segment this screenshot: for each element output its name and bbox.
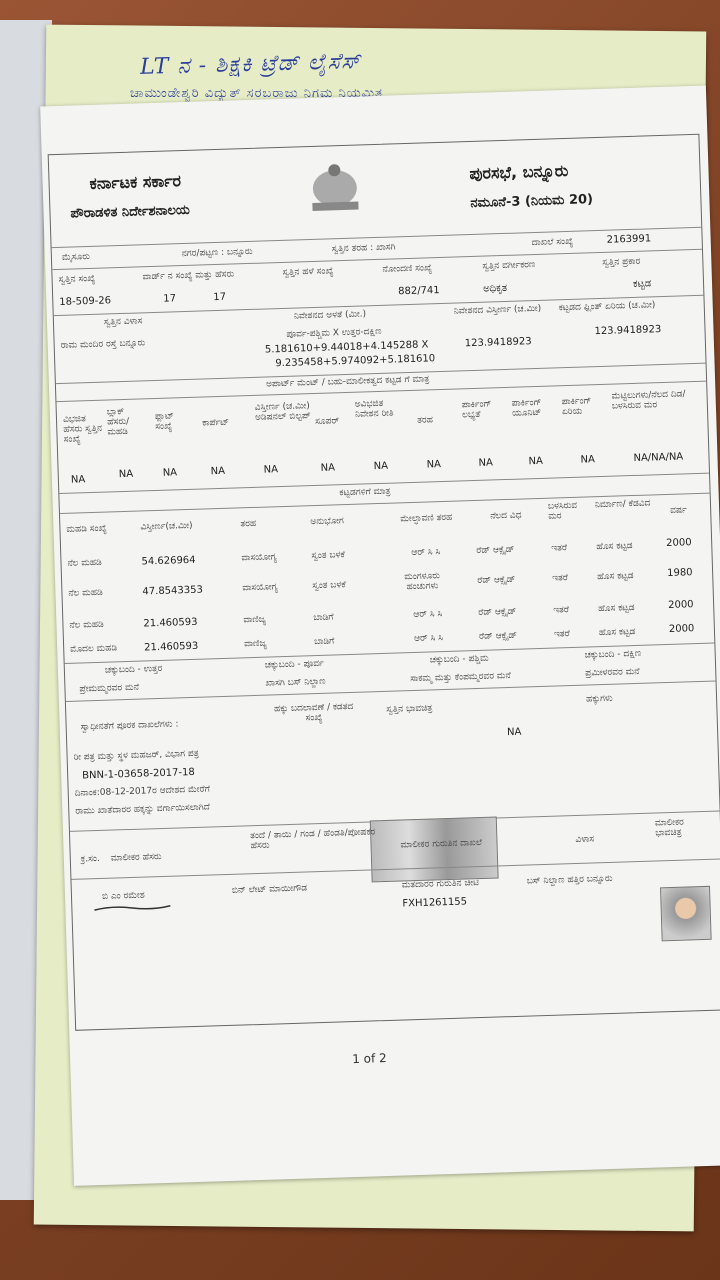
property-type: ಸ್ವತ್ತಿನ ತರಹ : ಖಾಸಗಿ xyxy=(331,242,396,255)
boundary-west-label: ಚಕ್ಕುಬಂದಿ - ಪಶ್ಚಿಮ xyxy=(429,653,489,666)
label-plinth: ಕಟ್ಟಡದ ಫ್ಲಿಂತ್ ಏರಿಯ (ಚ.ಮೀ) xyxy=(558,300,656,314)
municipality-name: ಪುರಸಭೆ, ಬನ್ನೂರು xyxy=(469,160,569,184)
apt-v2: NA xyxy=(162,467,178,479)
label-old-no: ಸ್ವತ್ತಿನ ಹಳೆ ಸಂಖ್ಯೆ xyxy=(282,266,334,278)
bld-area: 21.460593 xyxy=(143,616,198,630)
owner-h4: ವಿಳಾಸ xyxy=(575,834,595,846)
rights-change-label: ಹಕ್ಕು ಬದಲಾವಣೆ / ಕಡತದ ಸಂಖ್ಯೆ xyxy=(273,701,354,724)
owner-name: ಬಿ ಎಂ ರಮೇಶ xyxy=(101,890,145,902)
owner-address: ಬಸ್ ನಿಲ್ದಾಣ ಹತ್ತಿರ ಬನ್ನೂರು xyxy=(526,873,613,887)
rights-value: NA xyxy=(506,726,522,739)
classification: ಅಧಿಕೃತ xyxy=(482,282,508,295)
apt-v9: NA xyxy=(528,455,544,468)
bld-use: ಬಾಡಿಗೆ xyxy=(313,636,335,648)
bld-status: ಹೊಸ ಕಟ್ಟಡ xyxy=(597,571,634,583)
bld-type: ವಾಣಿಜ್ಯ xyxy=(243,614,267,626)
bld-wood: ಇತರೆ xyxy=(551,543,568,554)
form-frame xyxy=(48,134,720,1031)
bld-floor-type: ರೆಡ್ ಆಕ್ಸೈಡ್ xyxy=(476,544,515,556)
dims-head: ಪೂರ್ವ-ಪಶ್ಚಿಮ X ಉತ್ತರ-ದಕ್ಷಿಣ xyxy=(286,326,382,340)
label-kind: ಸ್ವತ್ತಿನ ಪ್ರಕಾರ xyxy=(602,256,641,268)
bld-use: ಬಾಡಿಗೆ xyxy=(313,612,334,624)
owner-father: ಬಿನ್ ಲೇಟ್ ಮಾಯೀಗೌಡ xyxy=(231,883,308,896)
dims-2: 9.235458+5.974092+5.181610 xyxy=(275,353,436,370)
underlying-text: ಚಾಮುಂಡೇಶ್ವರಿ ವಿದ್ಯುತ್ ಸರಬರಾಜು ನಿಗಮ ನಿಯಮಿತ xyxy=(130,86,383,101)
bld-roof: ಆರ್ ಸಿ ಸಿ xyxy=(411,547,441,559)
boundary-south-label: ಚಕ್ಕುಬಂದಿ - ದಕ್ಷಿಣ xyxy=(584,648,642,661)
bld-use: ಸ್ವಂತ ಬಳಕೆ xyxy=(312,580,346,592)
apt-h1: ಬ್ಲಾಕ್ ಹೆಸರು/ ಮಹಡಿ xyxy=(106,406,130,438)
bld-type: ವಾಸಯೋಗ್ಯ xyxy=(242,582,278,594)
apt-v1: NA xyxy=(118,468,134,481)
doc-line-1: ರೀ ಪತ್ರ ಮತ್ತು ಸ್ಥಳ ಮಹಜರ್, ವಿಭಾಗ ಪತ್ರ xyxy=(73,748,199,763)
bld-h1: ವಿಸ್ತೀರ್ಣ(ಚ.ಮೀ) xyxy=(140,520,193,533)
apt-h11: ಮೆಟ್ಟಿಲುಗಳು/ನೆಲದ ದಿಡ/ಬಳಸಿರುವ ಮರ xyxy=(611,389,686,412)
owner-h3: ಮಾಲೀಕರ ಗುರುತಿನ ದಾಖಲೆ xyxy=(400,837,483,851)
bld-status: ಹೊಸ ಕಟ್ಟಡ xyxy=(596,541,633,553)
bld-year: 2000 xyxy=(666,537,692,550)
apt-v8: NA xyxy=(478,457,494,469)
owner-h5: ಮಾಲೀಕರ ಭಾವಚಿತ್ರ xyxy=(654,817,685,839)
doc-line-4: ರಾಮು ಖಾತೆದಾರರ ಹಕ್ಕನ್ನು ವರ್ಗಾಯಿಸಲಾಗಿದೆ xyxy=(75,802,211,817)
owner-h2: ತಂದೆ / ತಾಯಿ / ಗಂಡ / ಹೆಂಡತಿ/ಪೋಷಕರ ಹೆಸರು xyxy=(250,827,376,852)
bld-h7: ನಿರ್ಮಾಣ/ ಕೆಡವಿದ xyxy=(594,498,651,511)
label-site-area: ನಿವೇಶನದ ವಿಸ್ತೀರ್ಣ (ಚ.ಮೀ) xyxy=(453,303,542,317)
address: ರಾಮ ಮಂದಿರ ರಸ್ತೆ ಬನ್ನೂರು xyxy=(60,338,146,351)
apt-h9: ಪಾರ್ಕಿಂಗ್ ಯೂನಿಟ್ xyxy=(511,397,542,419)
apt-v7: NA xyxy=(426,459,442,471)
old-no: 17 xyxy=(213,291,227,304)
apt-v6: NA xyxy=(373,460,389,473)
page-number: 1 of 2 xyxy=(352,1051,387,1067)
bld-year: 2000 xyxy=(668,623,695,635)
bld-wood: ಇತರೆ xyxy=(552,573,569,584)
form-number: ನಮೂನೆ-3 (ನಿಯಮ 20) xyxy=(470,192,594,211)
property-photo-label: ಸ್ವತ್ತಿನ ಭಾವಚಿತ್ರ xyxy=(386,703,433,715)
ward-no: 17 xyxy=(163,293,177,305)
apt-h7: ತರಹ xyxy=(417,415,434,426)
property-document xyxy=(40,86,720,1186)
bld-h5: ನೆಲದ ವಿಧ xyxy=(490,510,522,522)
dept-title: ಪೌರಾಡಳಿತ ನಿರ್ದೇಶನಾಲಯ xyxy=(70,202,191,222)
plinth-area: 123.9418923 xyxy=(594,324,662,338)
doc-no-label: ದಾಖಲೆ ಸಂಖ್ಯೆ xyxy=(531,236,574,249)
karnataka-emblem-icon xyxy=(299,155,371,217)
bld-h2: ತರಹ xyxy=(240,518,257,530)
bld-floor-type: ರೆಡ್ ಆಕ್ಸೈಡ್ xyxy=(478,630,518,642)
property-no: 18-509-26 xyxy=(59,295,112,308)
apt-h2: ಫ್ಲಾಟ್ ಸಂಖ್ಯೆ xyxy=(154,411,174,432)
bld-status: ಹೊಸ ಕಟ್ಟಡ xyxy=(598,627,636,639)
boundary-east: ಖಾಸಗಿ ಬಸ್ ನಿಲ್ದಾಣ xyxy=(265,676,326,689)
signature-icon xyxy=(92,902,172,915)
boundary-north-label: ಚಕ್ಕುಬಂದಿ - ಉತ್ತರ xyxy=(104,663,163,676)
bld-floor-type: ರೆಡ್ ಆಕ್ಸೈಡ್ xyxy=(478,606,517,618)
label-dims: ನಿವೇಶನದ ಅಳತೆ (ಮೀ.) xyxy=(293,309,367,322)
label-classification: ಸ್ವತ್ತಿನ ವರ್ಗೀಕರಣ xyxy=(482,259,536,272)
bld-area: 47.8543353 xyxy=(142,584,204,598)
apt-v5: NA xyxy=(320,462,336,474)
apt-v11: NA/NA/NA xyxy=(633,451,684,464)
apt-v10: NA xyxy=(580,454,596,466)
doc-line-3: ದಿನಾಂಕ:08-12-2017ರ ಆದೇಶದ ಮೇರೆಗೆ xyxy=(74,784,211,799)
bld-roof: ಆರ್ ಸಿ ಸಿ xyxy=(413,633,444,644)
bld-h6: ಬಳಸಿರುವ ಮರ xyxy=(547,500,578,522)
kind: ಕಟ್ಟಡ xyxy=(632,278,652,290)
bld-use: ಸ್ವಂತ ಬಳಕೆ xyxy=(311,550,345,562)
bld-h4: ಮೇಲ್ಛಾವಣಿ ತರಹ xyxy=(400,512,453,525)
documents-row xyxy=(66,681,720,832)
owner-id-label: ಮತದಾರರ ಗುರುತಿನ ಚೀಟಿ xyxy=(401,878,480,891)
bld-floor: ನೆಲ ಮಹಡಿ xyxy=(68,587,103,599)
handwritten-note: LT ನ - ಶಿಕ್ಷಕಿ ಟ್ರೆಡ್ ಲೈಸೆಸ್ xyxy=(139,49,362,80)
apt-h8: ಪಾರ್ಕಿಂಗ್ ಲಭ್ಯತೆ xyxy=(461,399,492,421)
apt-v3: NA xyxy=(210,465,226,478)
apt-h5: ಸೂಪರ್ xyxy=(315,416,340,427)
docs-label: ಸ್ವಾಧೀನತೆಗೆ ಪೂರಕ ದಾಖಲೆಗಳು : xyxy=(80,719,179,733)
label-property-no: ಸ್ವತ್ತಿನ ಸಂಖ್ಯೆ xyxy=(58,273,96,285)
bld-wood: ಇತರೆ xyxy=(553,629,570,640)
apt-h6: ಅವಿಭಜಿತ ನಿವೇಶನ ರೀತಿ xyxy=(354,398,394,420)
bld-h8: ವರ್ಷ xyxy=(670,505,687,516)
boundary-south: ಪ್ರಮೀಳರವರ ಮನೆ xyxy=(585,666,640,679)
bld-type: ವಾಸಯೋಗ್ಯ xyxy=(241,552,278,564)
gov-title: ಕರ್ನಾಟಕ ಸರ್ಕಾರ xyxy=(89,171,182,193)
boundary-north: ಪ್ರೇಮಮ್ಮರವರ ಮನೆ xyxy=(79,682,140,695)
bld-type: ವಾಣಿಜ್ಯ xyxy=(244,638,267,650)
doc-line-2: BNN-1-03658-2017-18 xyxy=(82,766,195,782)
bld-roof: ಆರ್ ಸಿ ಸಿ xyxy=(413,609,443,620)
bld-area: 21.460593 xyxy=(144,640,199,654)
bld-h3: ಅನುಭೋಗ xyxy=(310,516,345,528)
dims-1: 5.181610+9.44018+4.145288 X xyxy=(264,339,429,356)
doc-no: 2163991 xyxy=(606,233,652,246)
bld-floor: ನೆಲ ಮಹಡಿ xyxy=(67,557,102,569)
apt-h4: ವಿಸ್ತೀರ್ಣ (ಚ.ಮೀ) ಅಡಿಷನಲ್ ಬಿಲ್ಟಪ್ xyxy=(254,401,311,423)
bld-floor: ನೆಲ ಮಹಡಿ xyxy=(69,619,104,631)
label-reg-no: ನೋಂದಣಿ ಸಂಖ್ಯೆ xyxy=(382,263,433,275)
owner-id: FXH1261155 xyxy=(402,896,468,910)
apt-h10: ಪಾರ್ಕಿಂಗ್ ಏರಿಯ xyxy=(561,396,592,418)
bld-year: 2000 xyxy=(667,599,694,611)
apt-v4: NA xyxy=(263,464,279,476)
boundary-east-label: ಚಕ್ಕುಬಂದಿ - ಪೂರ್ವ xyxy=(264,658,324,671)
apt-v0: NA xyxy=(70,474,86,486)
apt-h0: ವಿಭಜಿತ ಹೆಸರು ಸ್ವತ್ತಿನ ಸಂಖ್ಯೆ xyxy=(62,414,103,445)
owner-h1: ಮಾಲೀಕರ ಹೆಸರು xyxy=(110,852,162,864)
bld-status: ಹೊಸ ಕಟ್ಟಡ xyxy=(598,603,635,615)
bld-area: 54.626964 xyxy=(141,554,196,568)
label-ward: ವಾರ್ಡ್ ನ ಸಂಖ್ಯೆ ಮತ್ತು ಹೆಸರು xyxy=(142,269,235,283)
site-area: 123.9418923 xyxy=(464,336,532,350)
district: ಮೈಸೂರು xyxy=(61,251,91,263)
building-title: ಕಟ್ಟಡಗಳಿಗೆ ಮಾತ್ರ xyxy=(339,486,391,499)
boundary-west: ಸಾಕಮ್ಮ ಮತ್ತು ಕೆಂಪಮ್ಮರವರ ಮನೆ xyxy=(410,670,511,685)
rights-label: ಹಕ್ಕುಗಳು xyxy=(585,693,613,705)
bld-h0: ಮಹಡಿ ಸಂಖ್ಯೆ xyxy=(66,523,107,535)
reg-no: 882/741 xyxy=(397,285,440,298)
apartment-title: ಅಪಾರ್ಟ್ ಮೆಂಟ್ / ಬಹು-ಮಾಲೀಕತ್ವದ ಕಟ್ಟಡ ಗೆ ಮಾತ್ರ xyxy=(265,374,430,390)
city: ನಗರ/ಪಟ್ಟಣ : ಬನ್ನೂರು xyxy=(181,246,253,260)
bld-floor: ಮೊದಲ ಮಹಡಿ xyxy=(70,643,118,655)
bld-year: 1980 xyxy=(666,567,693,579)
building-table xyxy=(60,493,714,664)
apt-h3: ಕಾರ್ಪೆಟ್ xyxy=(202,417,230,429)
owner-photo xyxy=(660,886,712,942)
label-address: ಸ್ವತ್ತಿನ ವಿಳಾಸ xyxy=(103,316,143,328)
bld-roof: ಮಂಗಳೂರು ಹಂಚುಗಳು xyxy=(404,571,441,593)
owner-h0: ಕ್ರ.ಸಂ. xyxy=(80,853,100,865)
bld-wood: ಇತರೆ xyxy=(553,605,570,616)
bld-floor-type: ರೆಡ್ ಆಕ್ಸೈಡ್ xyxy=(477,574,516,586)
